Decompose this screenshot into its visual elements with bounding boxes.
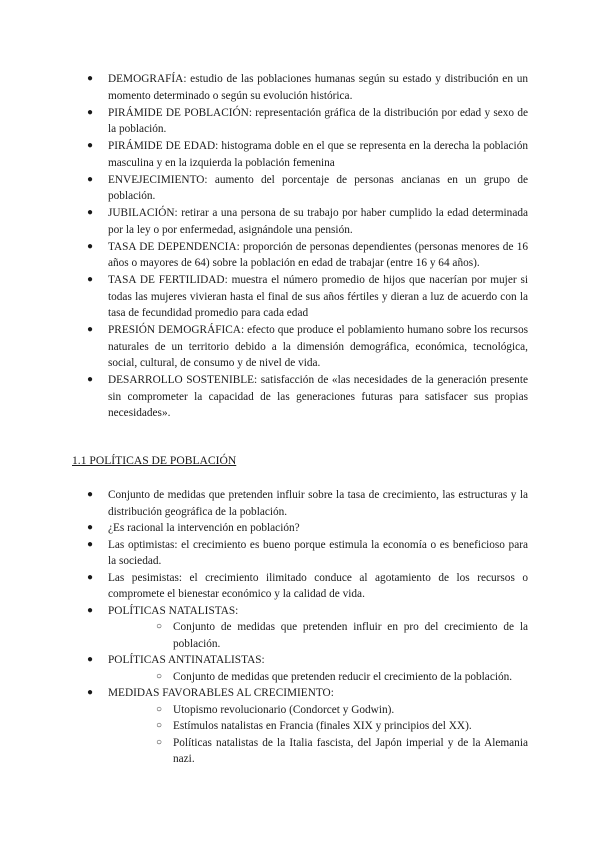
definition-item xyxy=(80,105,528,138)
sub-list-item xyxy=(108,669,528,686)
definition-item xyxy=(80,71,528,104)
bullet-icon: ● xyxy=(86,571,94,583)
bullet-icon: ● xyxy=(86,654,94,665)
sub-list-item-text: Políticas natalistas de la Italia fascista, del Japón imperial y de la Alemania nazi. xyxy=(173,736,528,765)
sub-list-container xyxy=(80,702,528,768)
bullet-icon: ● xyxy=(86,207,94,218)
bullet-icon: ● xyxy=(86,489,94,500)
sub-list-item xyxy=(108,702,528,719)
bullet-icon: ● xyxy=(86,140,94,151)
circle-bullet-icon: ○ xyxy=(155,621,163,632)
sub-list-item-text: Conjunto de medidas que pretenden influir en pro del crecimiento de la población. xyxy=(173,621,528,650)
bullet-icon: ● xyxy=(86,374,94,385)
list-item-text: Las pesimistas: el crecimiento ilimitado conduce al agotamiento de los recursos o compromete el bienestar económico y la calidad de vida. xyxy=(108,571,528,600)
circle-bullet-icon: ○ xyxy=(155,736,163,748)
definition-item xyxy=(80,205,528,238)
bullet-icon: ● xyxy=(86,173,94,185)
list-item-text: MEDIDAS FAVORABLES AL CRECIMIENTO: xyxy=(108,687,334,699)
list-item-text: POLÍTICAS NATALISTAS: xyxy=(108,604,239,617)
list-item xyxy=(80,603,528,620)
definition-text: PIRÁMIDE DE EDAD: histograma doble en el que se representa en la derecha la población masculina y en la izquierda la población femenina xyxy=(108,140,528,169)
definition-item xyxy=(80,172,528,205)
sub-list xyxy=(108,619,528,652)
list-item-text: Conjunto de medidas que pretenden influir sobre la tasa de crecimiento, las estructuras y la distribución geográfica de la población. xyxy=(108,489,528,518)
list-item-text: POLÍTICAS ANTINATALISTAS: xyxy=(108,654,265,666)
section-title: 1.1 POLÍTICAS DE POBLACIÓN xyxy=(72,454,237,467)
sub-list-item xyxy=(108,735,528,768)
bullet-icon: ● xyxy=(86,324,94,335)
list-item xyxy=(80,537,528,570)
list-item xyxy=(80,487,528,520)
definition-text: PIRÁMIDE DE POBLACIÓN: representación gráfica de la distribución por edad y sexo de la población. xyxy=(108,106,528,135)
definition-text: DESARROLLO SOSTENIBLE: satisfacción de «las necesidades de la generación presente sin comprometer la capacidad de las generaciones futuras para satisfacer sus propias necesidades». xyxy=(108,374,528,419)
list-item xyxy=(80,652,528,669)
definition-text: TASA DE DEPENDENCIA: proporción de personas dependientes (personas menores de 16 años o mayores de 64) sobre la población en edad de trabajar (entre 16 y 64 años). xyxy=(108,240,528,269)
list-item-text: ¿Es racional la intervención en población? xyxy=(108,522,300,534)
list-item xyxy=(80,520,528,537)
sub-list-item xyxy=(108,718,528,735)
sub-list-item-text: Utopismo revolucionario (Condorcet y Godwin). xyxy=(173,703,395,716)
bullet-icon: ● xyxy=(86,538,94,550)
definitions-list xyxy=(80,71,528,422)
bullet-icon: ● xyxy=(86,687,94,698)
definition-text: JUBILACIÓN: retirar a una persona de su trabajo por haber cumplido la edad determinada por la ley o por enfermedad, asignándole una pensión. xyxy=(108,207,528,236)
section-list xyxy=(80,487,528,768)
circle-bullet-icon: ○ xyxy=(155,720,163,731)
sub-list-container xyxy=(80,669,528,686)
definition-item xyxy=(80,272,528,322)
bullet-icon: ● xyxy=(86,522,94,533)
definition-text: PRESIÓN DEMOGRÁFICA: efecto que produce el poblamiento humano sobre los recursos naturales de un territorio debido a la dimensión demográfica, económica, tecnológica, social, cultural, de consumo y de nivel de vida. xyxy=(108,324,528,369)
bullet-icon: ● xyxy=(86,604,94,616)
definition-text: ENVEJECIMIENTO: aumento del porcentaje de personas ancianas en un grupo de población. xyxy=(108,173,528,202)
bullet-icon: ● xyxy=(86,274,94,285)
definition-item xyxy=(80,239,528,272)
sub-list-container xyxy=(80,619,528,652)
circle-bullet-icon: ○ xyxy=(155,670,163,682)
list-item xyxy=(80,685,528,702)
circle-bullet-icon: ○ xyxy=(155,703,163,715)
sub-list-item-text: Conjunto de medidas que pretenden reducir el crecimiento de la población. xyxy=(173,670,513,683)
sub-list-item-text: Estímulos natalistas en Francia (finales XIX y principios del XX). xyxy=(173,720,472,732)
sub-list-item xyxy=(108,619,528,652)
sub-list xyxy=(108,669,528,686)
bullet-icon: ● xyxy=(86,240,94,252)
definition-item xyxy=(80,372,528,422)
sub-list xyxy=(108,702,528,768)
bullet-icon: ● xyxy=(86,73,94,84)
list-item xyxy=(80,570,528,603)
list-item-text: Las optimistas: el crecimiento es bueno porque estimula la economía o es beneficioso para la sociedad. xyxy=(108,538,528,567)
definition-item xyxy=(80,138,528,171)
definition-item xyxy=(80,322,528,372)
definition-text: DEMOGRAFÍA: estudio de las poblaciones humanas según su estado y distribución en un momento determinado o según su evolución histórica. xyxy=(108,73,528,102)
definition-text: TASA DE FERTILIDAD: muestra el número promedio de hijos que nacerían por mujer si todas las mujeres vivieran hasta el final de sus años fértiles y dieran a luz de acuerdo con la tasa de fecundidad promedio para cada edad xyxy=(108,274,528,319)
bullet-icon: ● xyxy=(86,106,94,118)
